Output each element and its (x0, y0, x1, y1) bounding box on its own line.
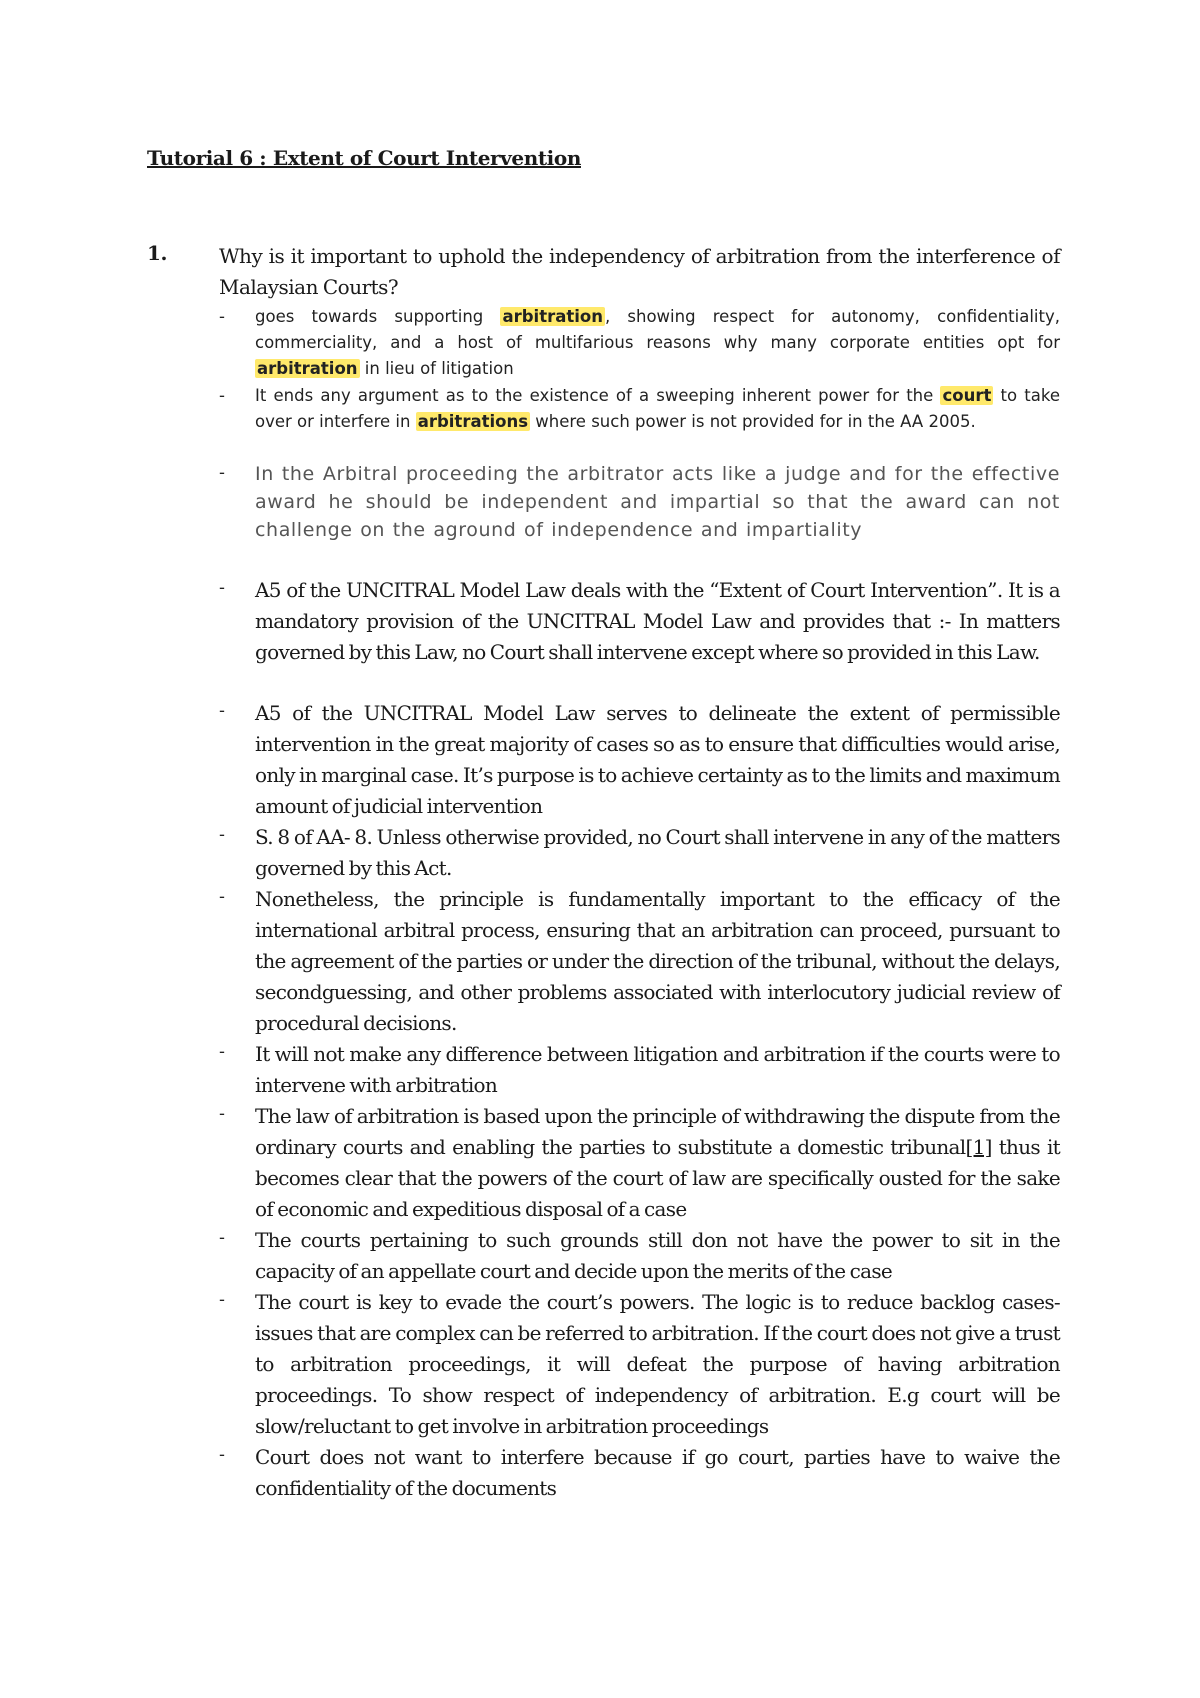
bullet-dash: - (219, 1104, 225, 1123)
list-item-text: It ends any argument as to the existence of a sweeping inherent power for the court to take over or interfere in arbitrations where such power is not provided for in the AA 2005. (255, 386, 1060, 431)
list-item-text: It will not make any difference between litigation and arbitration if the courts were to intervene with arbitration (255, 1042, 1060, 1097)
list-item-text: Nonetheless, the principle is fundamentally important to the efficacy of the international arbitral process, ensuring that an arbitration can proceed, pursuant to the agreement of the parties or under the direction of the tribunal, without the delays, secondguessing, and other problems associated with interlocutory judicial review of procedural decisions. (255, 887, 1060, 1035)
question-text: Why is it important to uphold the independency of arbitration from the interference of Malaysian Courts? (219, 244, 1060, 299)
list-item-text: The court is key to evade the court’s powers. The logic is to reduce backlog cases-issues that are complex can be referred to arbitration. If the court does not give a trust to arbitration proceedings, it will defeat the purpose of having arbitration proceedings. To show respect of independency of arbitration. E.g court will be slow/reluctant to get involve in arbitration proceedings (255, 1290, 1060, 1438)
footnote-link[interactable]: [1] (965, 1135, 992, 1159)
list-item-text: goes towards supporting arbitration , showing respect for autonomy, confidentiality, commerciality, and a host of multifarious reasons why many corporate entities opt for arbitration in lieu of litigation (255, 307, 1060, 378)
list-item-text: Court does not want to interfere because if go court, parties have to waive the confidentiality of the documents (255, 1445, 1060, 1500)
bullet-dash: - (219, 578, 225, 597)
highlight-arbitration: arbitration (257, 359, 358, 378)
question-number: 1. (147, 241, 168, 265)
page-title: Tutorial 6 : Extent of Court Intervention (147, 146, 581, 170)
bullet-dash: - (219, 1042, 225, 1061)
highlight-court: court (942, 386, 992, 405)
list-item-text: A5 of the UNCITRAL Model Law serves to delineate the extent of permissible intervention in the great majority of cases so as to ensure that difficulties would arise, only in marginal case. It’s purpose is to achieve certainty as to the limits and maximum amount of judicial intervention (255, 701, 1060, 818)
bullet-dash: - (219, 1290, 225, 1309)
bullet-dash: - (219, 701, 225, 720)
bullet-dash: - (219, 1445, 225, 1464)
highlight-arbitration: arbitration (502, 307, 603, 326)
bullet-dash: - (219, 463, 225, 482)
bullet-dash: - (219, 307, 225, 326)
bullet-dash: - (219, 1228, 225, 1247)
bullet-dash: - (219, 825, 225, 844)
bullet-dash: - (219, 887, 225, 906)
bullet-dash: - (219, 386, 225, 405)
list-item-text: The courts pertaining to such grounds still don not have the power to sit in the capacity of an appellate court and decide upon the merits of the case (255, 1228, 1060, 1283)
list-item-text: In the Arbitral proceeding the arbitrator acts like a judge and for the effective award he should be independent and impartial so that the award can not challenge on the aground of independence and impartiality (255, 463, 1060, 541)
list-item-text: A5 of the UNCITRAL Model Law deals with the “Extent of Court Intervention”. It is a mandatory provision of the UNCITRAL Model Law and provides that :- In matters governed by this Law, no Court shall intervene except where so provided in this Law. (255, 578, 1060, 664)
list-item-text: S. 8 of AA- 8. Unless otherwise provided, no Court shall intervene in any of the matters governed by this Act. (255, 825, 1060, 880)
highlight-arbitrations: arbitrations (417, 412, 529, 431)
list-item-text: The law of arbitration is based upon the principle of withdrawing the dispute from the ordinary courts and enabling the parties to substitute a domestic tribunal[1] thus it becomes clear that the powers of the court of law are specifically ousted for the sake of economic and expeditious disposal of a case (255, 1104, 1060, 1221)
